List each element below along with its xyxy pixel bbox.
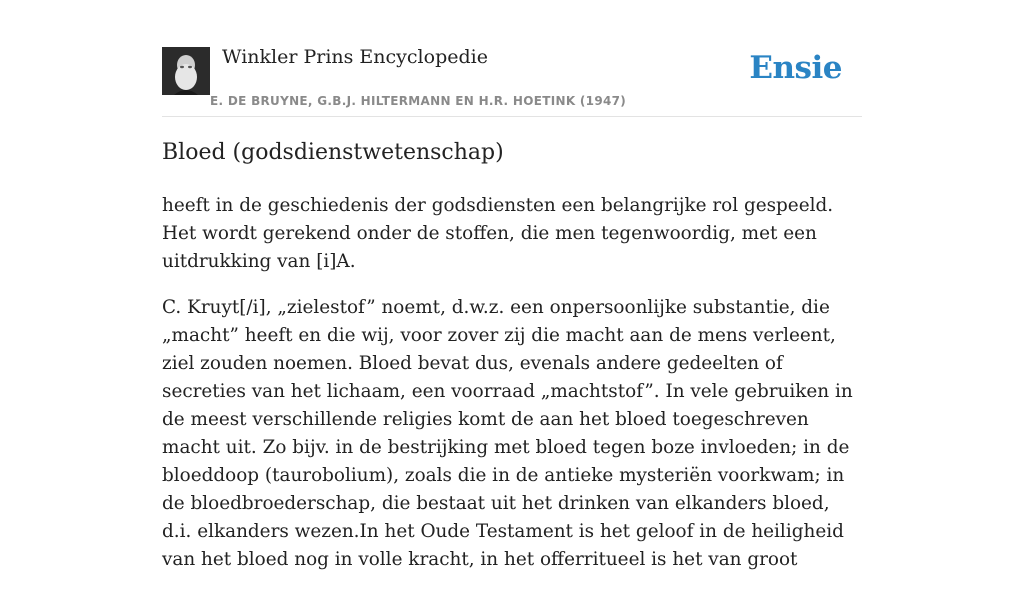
site-title[interactable]: Winkler Prins Encyclopedie <box>222 46 488 68</box>
article-body <box>162 192 862 592</box>
avatar-portrait-image <box>162 47 210 95</box>
article-title: Bloed (godsdienstwetenschap) <box>162 140 504 165</box>
page <box>162 0 862 570</box>
author-avatar[interactable] <box>162 47 210 95</box>
article-paragraph: C. Kruyt[/i], „zielestof” noemt, d.w.z. een onpersoonlijke substantie, die „macht” heeft en die wij, voor zover zij die macht aan de mens verleent, ziel zouden noemen. Bloed bevat dus, evenals andere gedeelten of secreties van het lichaam, een voorraad „machtstof”. In vele gebruiken in de meest verschillende religies komt de aan het bloed toegeschreven macht uit. Zo bijv. in de bestrijking met bloed tegen boze invloeden; in de bloeddoop (taurobolium), zoals die in de antieke mysteriën voorkwam; in de bloedbroederschap, die bestaat uit het drinken van elkanders bloed, d.i. elkanders wezen.In het Oude Testament is het geloof in de heiligheid van het bloed nog in volle kracht, in het offerritueel is het van groot <box>162 297 853 570</box>
article-paragraph: heeft in de geschiedenis der godsdiensten een belangrijke rol gespeeld. Het wordt gerekend onder de stoffen, die men tegenwoordig, met een uitdrukking van [i]A. <box>162 195 834 272</box>
authors-line: E. DE BRUYNE, G.B.J. HILTERMANN EN H.R. HOETINK (1947) <box>210 94 627 108</box>
header <box>162 0 862 117</box>
ensie-logo[interactable]: Ensie <box>749 50 842 86</box>
